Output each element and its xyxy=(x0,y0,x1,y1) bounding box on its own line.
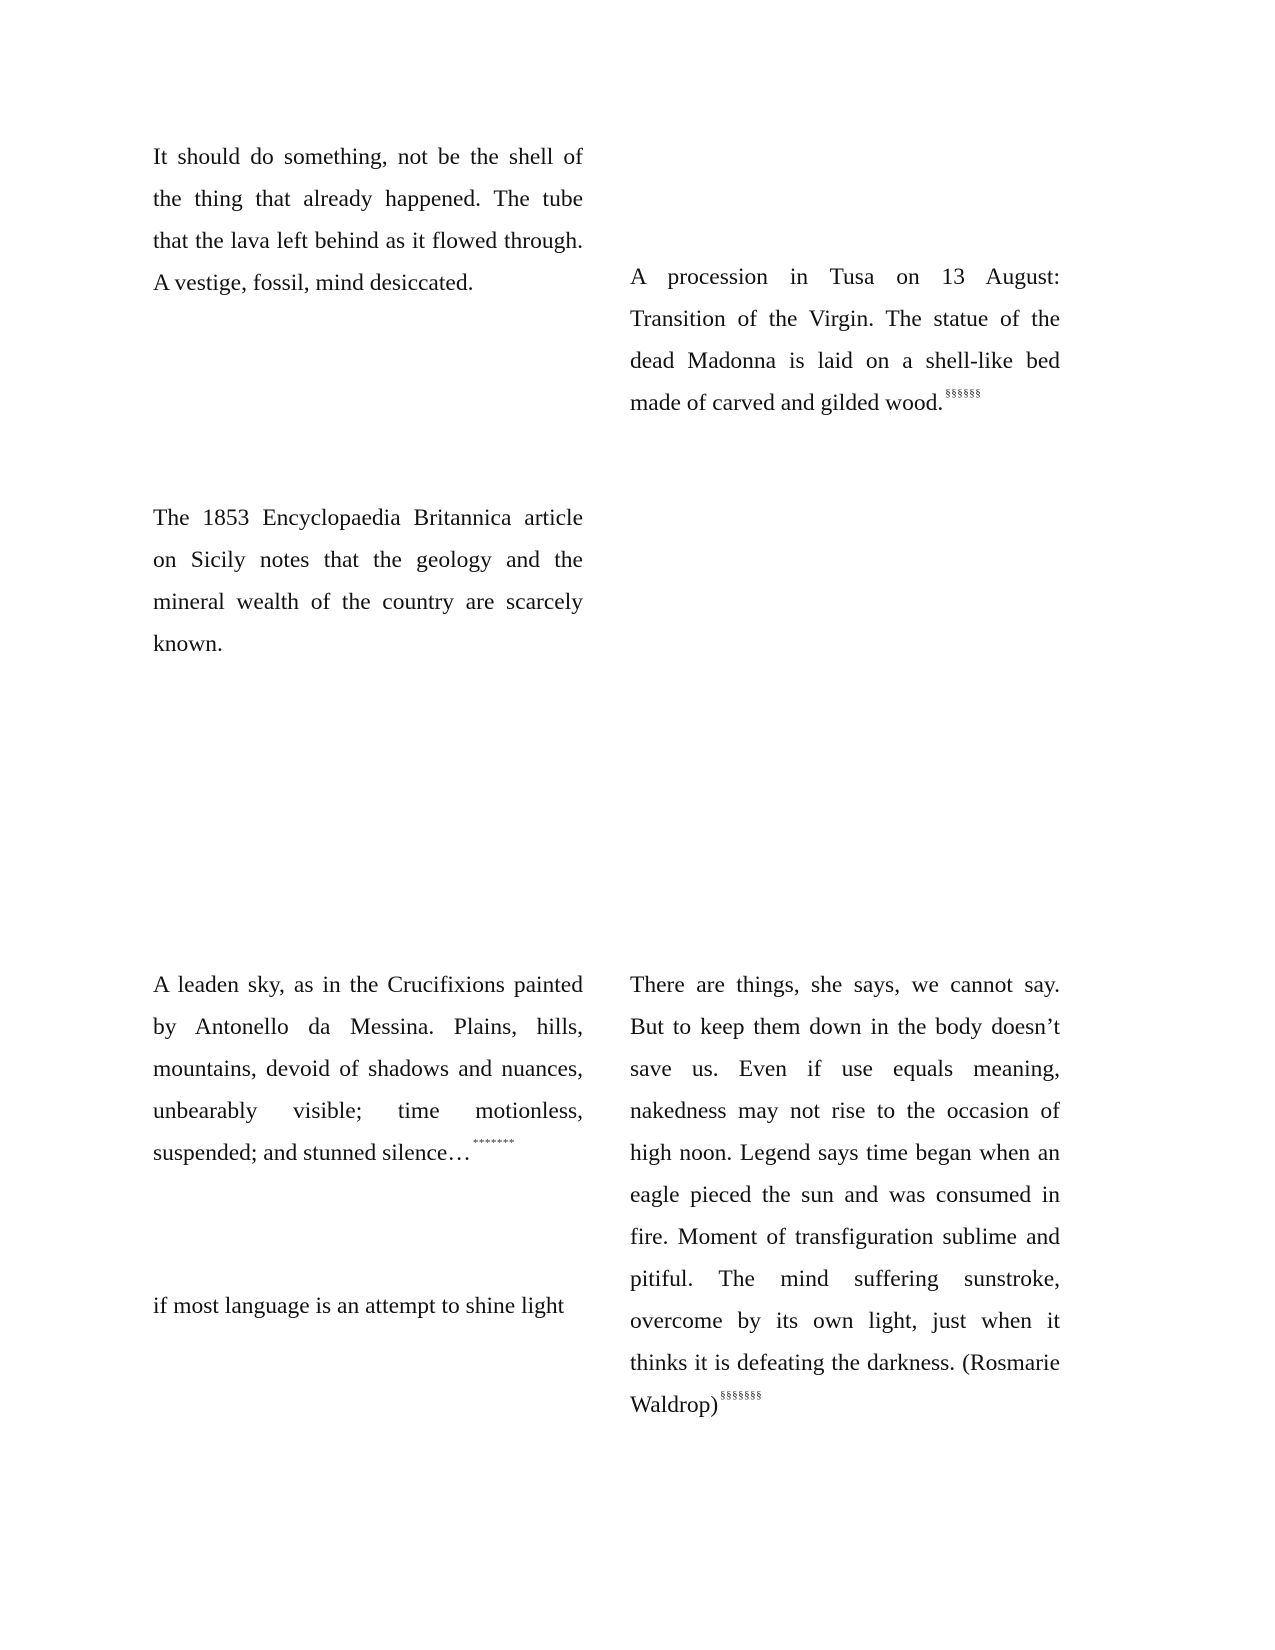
text-block-waldrop xyxy=(630,964,1060,1426)
text-block-language-body: if most language is an attempt to shine light xyxy=(153,1293,565,1319)
text-block-procession xyxy=(630,256,1060,424)
footnote-mark[interactable]: §§§§§§ xyxy=(945,387,982,399)
text-block-shell-body: It should do something, not be the shell of the thing that already happened. The tube that the lava left behind as it flowed through. A vestige, fossil, mind desiccated. xyxy=(153,144,583,296)
text-block-procession-body: A procession in Tusa on 13 August: Transition of the Virgin. The statue of the dead Madonna is laid on a shell-like bed made of carved and gilded wood. xyxy=(630,264,1060,416)
text-block-britannica-body: The 1853 Encyclopaedia Britannica article on Sicily notes that the geology and the mineral wealth of the country are scarcely known. xyxy=(153,505,583,657)
text-block-leaden-sky xyxy=(153,964,583,1174)
footnote-mark[interactable]: ******* xyxy=(472,1137,515,1149)
footnote-mark[interactable]: §§§§§§§ xyxy=(720,1389,763,1401)
text-block-britannica xyxy=(153,497,583,665)
text-block-leaden-sky-body: A leaden sky, as in the Crucifixions painted by Antonello da Messina. Plains, hills, mountains, devoid of shadows and nuances, unbearably visible; time motionless, suspended; and stunned silence… xyxy=(153,972,583,1166)
text-block-language xyxy=(153,1285,583,1327)
text-block-waldrop-body: There are things, she says, we cannot say. But to keep them down in the body doesn’t save us. Even if use equals meaning, nakedness may not rise to the occasion of high noon. Legend says time began when an eagle pieced the sun and was consumed in fire. Moment of transfiguration sublime and pitiful. The mind suffering sunstroke, overcome by its own light, just when it thinks it is defeating the darkness. (Rosmarie Waldrop) xyxy=(630,972,1060,1418)
text-block-shell xyxy=(153,136,583,304)
